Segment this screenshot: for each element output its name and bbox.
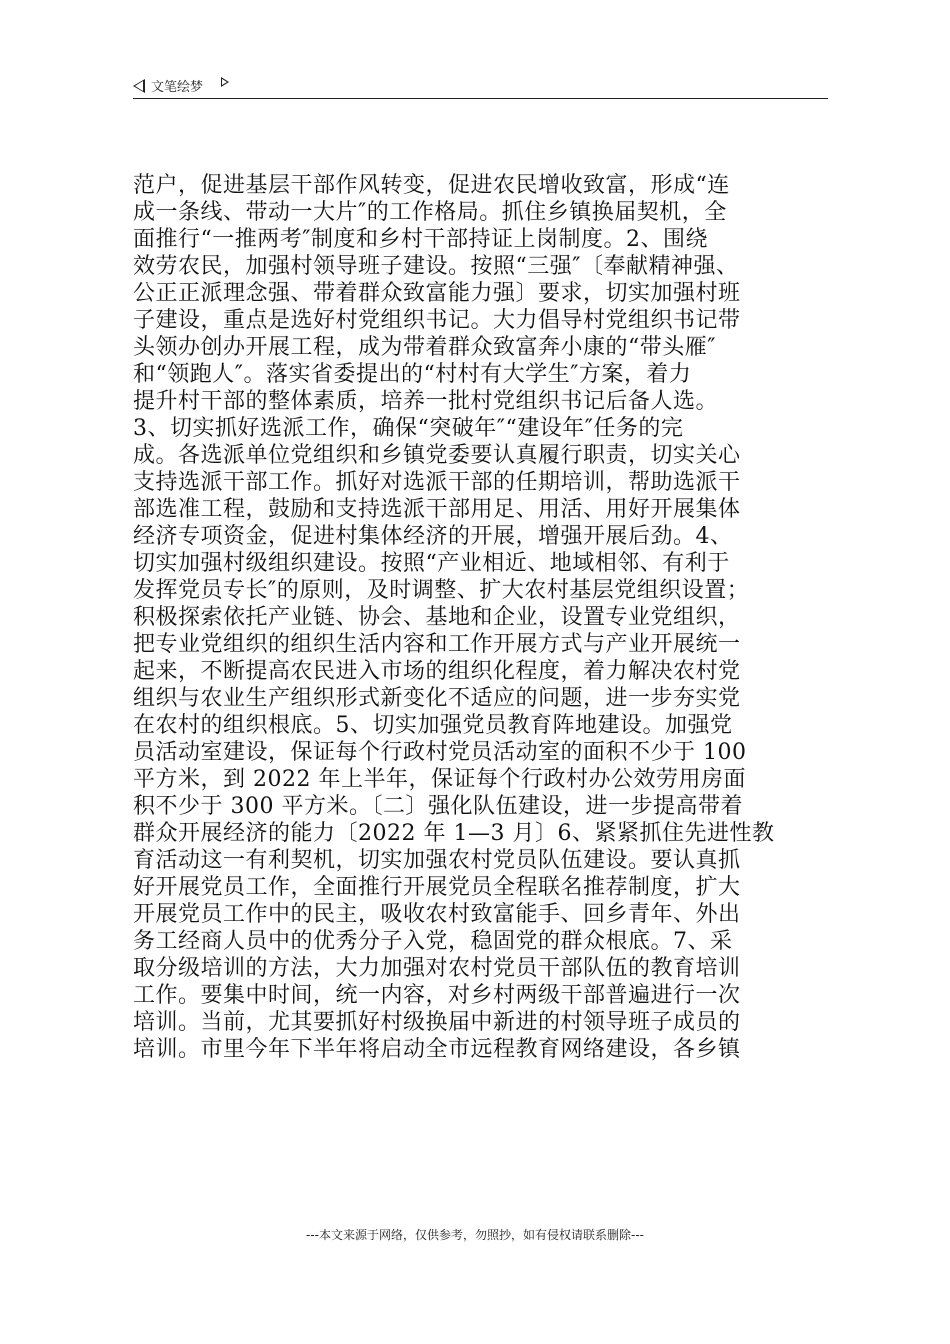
body-line: 积极探索依托产业链、协会、基地和企业，设置专业党组织， [133,605,741,630]
page-footer: ---本文来源于网络，仅供参考，勿照抄，如有侵权请联系删除--- [306,1228,644,1242]
body-line: 部选准工程，鼓励和支持选派干部用足、用活、用好开展集体 [133,497,741,522]
body-line: 经济专项资金，促进村集体经济的开展，增强开展后劲。4、 [133,524,733,549]
body-line: 组织与农业生产组织形式新变化不适应的问题，进一步夯实党 [133,686,741,711]
body-line: 和“领跑人″。落实省委提出的“村村有大学生″方案，着力 [133,362,692,387]
body-line: 支持选派干部工作。抓好对选派干部的任期培训，帮助选派干 [133,470,741,495]
body-line: 务工经商人员中的优秀分子入党，稳固党的群众根底。7、采 [133,929,733,954]
body-line: 公正正派理念强、带着群众致富能力强〕要求，切实加强村班 [133,281,741,306]
body-line: 切实加强村级组织建设。按照“产业相近、地域相邻、有利于 [133,551,730,576]
body-line: 开展党员工作中的民主，吸收农村致富能手、回乡青年、外出 [133,902,741,927]
body-line: 群众开展经济的能力〔2022 年 1—3 月〕6、紧紧抓住先进性教 [133,821,775,846]
body-line: 效劳农民，加强村领导班子建设。按照“三强″〔奉献精神强、 [133,254,739,279]
body-line: 取分级培训的方法，大力加强对农村党员干部队伍的教育培训 [133,956,741,981]
triangle-right-icon [221,77,229,87]
triangle-left-icon [133,79,145,93]
body-line: 提升村干部的整体素质，培养一批村党组织书记后备人选。 [133,389,719,414]
body-line: 3、切实抓好选派工作，确保“突破年″“建设年″任务的完 [133,416,684,441]
body-line: 面推行“一推两考″制度和乡村干部持证上岗制度。2、围绕 [133,227,708,252]
body-line: 成。各选派单位党组织和乡镇党委要认真履行职责，切实关心 [133,443,741,468]
body-line: 工作。要集中时间，统一内容，对乡村两级干部普遍进行一次 [133,983,741,1008]
body-line: 平方米，到 2022 年上半年，保证每个行政村办公效劳用房面 [133,767,746,792]
body-line: 在农村的组织根底。5、切实加强党员教育阵地建设。加强党 [133,713,733,738]
body-line: 育活动这一有利契机，切实加强农村党员队伍建设。要认真抓 [133,848,741,873]
body-line: 培训。当前，尤其要抓好村级换届中新进的村领导班子成员的 [133,1010,741,1035]
body-line: 头领办创办开展工程，成为带着群众致富奔小康的“带头雁″ [133,335,716,360]
page-header [133,74,828,99]
document-body [133,172,833,1063]
body-line: 积不少于 300 平方米。〔二〕强化队伍建设，进一步提高带着 [133,794,743,819]
body-line: 成一条线、带动一大片″的工作格局。抓住乡镇换届契机，全 [133,200,727,225]
body-line: 培训。市里今年下半年将启动全市远程教育网络建设，各乡镇 [133,1037,741,1062]
body-line: 把专业党组织的组织生活内容和工作开展方式与产业开展统一 [133,632,741,657]
body-line: 发挥党员专长″的原则，及时调整、扩大农村基层党组织设置； [133,578,750,603]
body-line: 员活动室建设，保证每个行政村党员活动室的面积不少于 100 [133,740,747,765]
body-line: 起来，不断提高农民进入市场的组织化程度，着力解决农村党 [133,659,741,684]
header-title: 文笔绘梦 [151,80,204,95]
body-line: 好开展党员工作，全面推行开展党员全程联名推荐制度，扩大 [133,875,741,900]
body-line: 子建设，重点是选好村党组织书记。大力倡导村党组织书记带 [133,308,741,333]
body-line: 范户，促进基层干部作风转变，促进农民增收致富，形成“连 [133,173,730,198]
